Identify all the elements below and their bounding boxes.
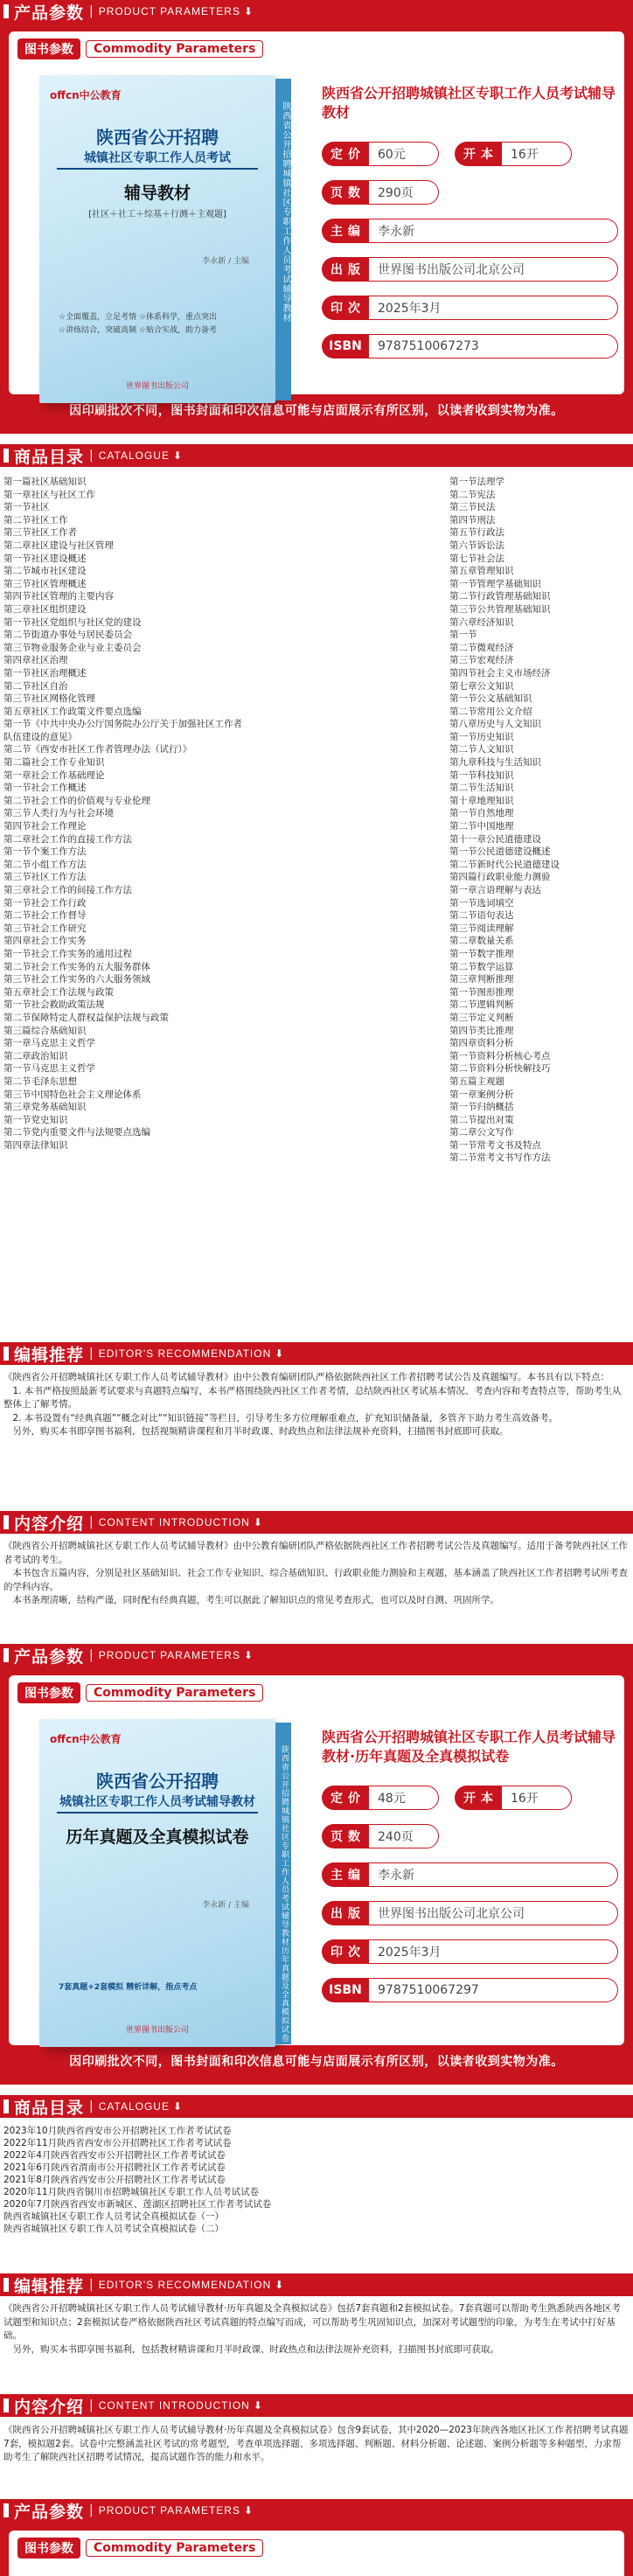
section-header-toc-2: 商品目录 | CATALOGUE ⬇ <box>0 2095 633 2118</box>
spine-text: 陕西省公开招聘城镇社区专职工作人员考试辅导教材历年真题及全真模拟试卷 <box>280 1745 289 2043</box>
params-block-2 <box>0 1667 633 2085</box>
cover-title-3: 辅导教材 <box>123 184 191 203</box>
toc-item: 第一节资料分析核心考点 <box>449 1050 551 1062</box>
toc-item: 第一节社会救助政策法规 <box>3 999 105 1011</box>
toc-item: 第二节行政管理基础知识 <box>449 591 551 602</box>
toc-item: 第一节党史知识 <box>3 1114 68 1125</box>
section-title-cn: 编辑推荐 <box>14 2276 85 2296</box>
intro-2-text: 《陕西省公开招聘城镇社区专职工作人员考试辅导教材·历年真题及全真模拟试卷》包含9套试卷，其中2020—2023年陕西各地区社区工作者招聘考试真题7套，模拟题2套。试卷中完整涵盖社区考试的常考题型，考查单项选择题、多项选择题、判断题、材料分析题、论述题、案例分析题等多种题型，力求帮助考生了解陕西社区招聘考试情况，提高试题作答的能力和水平。 <box>3 2425 629 2463</box>
toc-item: 第一篇社区基础知识 <box>3 477 87 487</box>
section-header-params-3: 产品参数 | PRODUCT PARAMETERS ⬇ <box>0 2499 633 2522</box>
toc-item: 第二节微观经济 <box>449 642 514 653</box>
section-title-cn: 产品参数 <box>14 2502 85 2522</box>
cover-publisher: 世界图书出版公司 <box>125 382 189 391</box>
toc-item: 第五篇主观题 <box>449 1076 504 1087</box>
toc-item: 第五章社区工作政策文件要点选编 <box>3 706 142 717</box>
toc-item: 第一节历史知识 <box>449 731 514 742</box>
param-list-2 <box>306 1710 618 2056</box>
section-title-cn: 产品参数 <box>14 3 85 23</box>
toc-item: 第二节中国地理 <box>449 821 514 832</box>
editor-value: 李永新 <box>369 219 618 243</box>
toc-item: 第三节社会工作实务的六大服务领域 <box>3 974 150 985</box>
toc-item: 第二节城市社区建设 <box>3 566 87 577</box>
toc-item: 第一章案例分析 <box>449 1089 514 1100</box>
book-cover-2: offcn中公教育 陕西省公开招聘 城镇社区专职工作人员考试辅导教材 历年真题及全真模拟试卷 李永新 / 主编 7套真题+2套模拟 精析详解，指点考点 世界图书出版公司 陕西省公开招聘城镇社区专职工作人员考试辅导教材历年真题及全真模拟试卷 <box>17 1710 306 2056</box>
commodity-params-tag: Commodity Parameters <box>86 2539 263 2557</box>
toc-item: 第二节社区工作 <box>3 514 68 526</box>
spine-text: 陕西省公开招聘城镇社区专职工作人员考试辅导教材 <box>281 101 290 323</box>
pages-label: 页数 <box>322 180 369 205</box>
params-block-3 <box>0 2522 633 2576</box>
toc-item: 第二节逻辑判断 <box>449 999 514 1011</box>
print-value: 2025年3月 <box>369 296 618 320</box>
section-header-params-1: 产品参数 | PRODUCT PARAMETERS ⬇ <box>0 0 633 23</box>
price-value: 60元 <box>369 142 439 166</box>
commodity-params-tag: Commodity Parameters <box>86 1684 263 1702</box>
format-value: 16开 <box>502 1786 572 1810</box>
toc-item: 第九章科技与生活知识 <box>449 757 541 769</box>
cover-subtitle: [社区＋社工＋综基＋行测＋主观题] <box>88 210 226 219</box>
toc-item: 2020年7月陕西省西安市新城区、莲湖区招聘社区工作者考试试卷 <box>3 2199 272 2210</box>
toc-item: 第三节人类行为与社会环境 <box>3 808 114 819</box>
toc-item: 第一节法理学 <box>449 477 504 487</box>
publisher-label: 出版 <box>322 1901 369 1925</box>
header-marker <box>3 4 9 18</box>
toc-1 <box>0 472 633 1338</box>
section-header-rec-1: 编辑推荐 | EDITOR'S RECOMMENDATION ⬇ <box>0 1342 633 1365</box>
toc-item: 第四篇行政职业能力测验 <box>449 872 551 883</box>
toc-item: 第三节宏观经济 <box>449 655 514 666</box>
arrow-down-icon: ⬇ <box>172 2100 184 2113</box>
cover-title-3: 历年真题及全真模拟试卷 <box>66 1828 249 1847</box>
toc-item: 第二节社会工作督导 <box>3 910 87 922</box>
toc-item: 第一节图形推理 <box>449 986 514 998</box>
print-notice: 因印刷批次不同，图书封面和印次信息可能与店面展示有所区别，以读者收到实物为准。 <box>69 404 564 418</box>
editor-label: 主编 <box>322 1862 369 1887</box>
param-tags <box>17 38 616 59</box>
intro-1-text: 《陕西省公开招聘城镇社区专职工作人员考试辅导教材》由中公教育编研团队严格依据陕西社区工作者招聘考试公告及真题编写。适用于备考陕西社区工作者考试的考生。 本书包含五篇内容，分别是社区基础知识、社会工作专业知识、综合基础知识、行政职业能力测验和主观题，基本涵盖了陕西社区工作者招聘考试所考查的学科内容。 本书条理清晰，结构严谨，同时配有经典真题，考生可以据此了解知识点的常见考查形式，也可以及时自测、巩固所学。 <box>3 1541 628 1606</box>
section-title-cn: 商品目录 <box>14 2098 85 2118</box>
book-params-tag: 图书参数 <box>17 2538 80 2559</box>
arrow-down-icon: ⬇ <box>275 1347 285 1360</box>
toc-item: 第五章管理知识 <box>449 566 514 577</box>
toc-item: 第一节公文基础知识 <box>449 693 532 705</box>
toc-item: 第三章社区组织建设 <box>3 603 87 615</box>
price-label: 定价 <box>322 1786 369 1810</box>
commodity-params-tag: Commodity Parameters <box>86 40 263 58</box>
toc-item: 第四章资料分析 <box>449 1038 514 1049</box>
book-params-tag: 图书参数 <box>17 1682 80 1703</box>
publisher-label: 出版 <box>322 257 369 282</box>
cover-editor: 李永新 / 主编 <box>202 1901 249 1910</box>
arrow-down-icon: ⬇ <box>243 5 254 17</box>
toc-item: 第一节社区党组织与社区党的建设 <box>3 616 142 628</box>
toc-item: 第三节公共管理基础知识 <box>449 603 551 615</box>
toc-item: 第二节常考文书写作方法 <box>449 1152 551 1164</box>
cover-publisher: 世界图书出版公司 <box>125 2026 189 2035</box>
toc-item: 第三节中国特色社会主义理论体系 <box>3 1089 142 1100</box>
cover-title-2: 城镇社区专职工作人员考试辅导教材 <box>59 1795 255 1809</box>
section-title-en: CONTENT INTRODUCTION <box>98 2399 250 2412</box>
toc-item: 第四章法律知识 <box>3 1139 68 1151</box>
toc-item: 第一节社会工作概述 <box>3 783 87 794</box>
arrow-down-icon: ⬇ <box>253 2399 263 2412</box>
book-title: 陕西省公开招聘城镇社区专职工作人员考试辅导教材 <box>322 85 616 121</box>
toc-item: 2022年4月陕西省西安市公开招聘社区工作者考试试卷 <box>3 2150 226 2161</box>
toc-right-column <box>449 476 616 1334</box>
toc-item: 第一节社区建设概述 <box>3 553 87 564</box>
toc-item: 第七节社会法 <box>449 553 504 564</box>
toc-item: 第一节 <box>449 630 477 641</box>
isbn-value: 9787510067297 <box>369 1978 618 2002</box>
price-value: 48元 <box>369 1786 439 1810</box>
book-params-tag: 图书参数 <box>17 38 80 59</box>
toc-item: 第一节自然地理 <box>449 808 514 819</box>
toc-item: 第三节社区工作方法 <box>3 872 87 883</box>
toc-item: 第一章社会工作基础理论 <box>3 769 105 781</box>
toc-item: 第三节社区工作者 <box>3 527 77 539</box>
toc-item: 第一节选词填空 <box>449 897 514 909</box>
toc-item: 第二节宪法 <box>449 489 496 500</box>
section-header-toc-1: 商品目录 | CATALOGUE ⬇ <box>0 444 633 467</box>
section-title-cn: 内容介绍 <box>14 1514 85 1534</box>
arrow-down-icon: ⬇ <box>253 1516 263 1528</box>
toc-item: 第二节社会工作的价值观与专业伦理 <box>3 795 150 806</box>
section-title-cn: 产品参数 <box>14 1647 85 1667</box>
toc-item: 第三节定义判断 <box>449 1012 514 1023</box>
toc-item: 第二节数学运算 <box>449 961 514 972</box>
toc-item: 第五章社会工作法规与政策 <box>3 986 114 998</box>
toc-item: 第三节社区管理概述 <box>3 578 87 589</box>
toc-item: 第四节刑法 <box>449 514 496 526</box>
pages-value: 290页 <box>369 180 439 205</box>
isbn-value: 9787510067273 <box>369 334 618 359</box>
toc-item: 第二节语句表达 <box>449 910 514 922</box>
arrow-down-icon: ⬇ <box>243 1649 254 1661</box>
toc-item: 第三章社会工作的间接工作方法 <box>3 885 132 895</box>
toc-item: 第二章公文写作 <box>449 1127 514 1138</box>
toc-item: 队伍建设的意见》 <box>3 731 77 742</box>
print-value: 2025年3月 <box>369 1939 618 1964</box>
toc-item: 第一章马克思主义哲学 <box>3 1038 95 1049</box>
cover-editor: 李永新 / 主编 <box>202 257 249 266</box>
toc-item: 第一节社区治理概述 <box>3 667 87 679</box>
toc-item: 第七章公文知识 <box>449 680 514 692</box>
publisher-value: 世界图书出版公司北京公司 <box>369 257 618 282</box>
format-label: 开本 <box>455 142 502 166</box>
toc-item: 第六章经济知识 <box>449 616 514 628</box>
print-label: 印次 <box>322 296 369 320</box>
toc-item: 第二节保障特定人群权益保护法规与政策 <box>3 1012 169 1023</box>
toc-item: 第二节《西安市社区工作者管理办法（试行）》 <box>3 744 192 755</box>
toc-item: 第二章数量关系 <box>449 936 514 947</box>
toc-item: 第二节资料分析快解技巧 <box>449 1063 551 1075</box>
toc-2 <box>0 2121 633 2238</box>
toc-item: 第二章社会工作的直接工作方法 <box>3 833 132 845</box>
toc-item: 第四章社会工作实务 <box>3 936 87 947</box>
toc-item: 第二节新时代公民道德建设 <box>449 859 560 870</box>
print-notice: 因印刷批次不同，图书封面和印次信息可能与店面展示有所区别，以读者收到实物为准。 <box>69 2055 564 2069</box>
section-title-en: CATALOGUE <box>98 2100 170 2113</box>
cover-title-2: 城镇社区专职工作人员考试 <box>84 151 231 165</box>
section-title-en: PRODUCT PARAMETERS <box>98 2504 240 2517</box>
section-title-en: PRODUCT PARAMETERS <box>98 1649 240 1661</box>
toc-item: 第二章政治知识 <box>3 1050 68 1062</box>
isbn-label: ISBN <box>322 1978 369 2002</box>
toc-item: 第一章言语理解与表达 <box>449 885 541 895</box>
toc-item: 第四节社会工作理论 <box>3 821 87 832</box>
rec-2-text: 《陕西省公开招聘城镇社区专职工作人员考试辅导教材·历年真题及全真模拟试卷》包括7套真题和2套模拟试卷。7套真题可以帮助考生熟悉陕西各地区考试题型和知识点；2套模拟试卷严格依据陕西社区考试真题的特点编写而成，可以帮助考生巩固知识点，加深对考试题型的印象，为考生在考试中打好基础。 另外，购买本书即享图书福利，包括教材精讲课和月半时政课、时政热点和法律法规补充资料，扫描图书封底即可获取。 <box>3 2303 621 2355</box>
toc-item: 第二节小组工作方法 <box>3 859 87 870</box>
toc-item: 第三节阅读理解 <box>449 922 514 934</box>
arrow-down-icon: ⬇ <box>243 2504 254 2517</box>
cover-front <box>39 75 275 403</box>
toc-item: 2021年6月陕西省渭南市公开招聘社区工作者考试试卷 <box>3 2162 226 2173</box>
toc-item: 第一节社会工作实务的通用过程 <box>3 948 132 959</box>
section-title-cn: 内容介绍 <box>14 2397 85 2417</box>
params-block-1 <box>0 23 633 434</box>
toc-item: 第二节生活知识 <box>449 783 514 794</box>
toc-item: 第一节《中共中央办公厅国务院办公厅关于加强社区工作者 <box>3 719 242 730</box>
section-title-en: EDITOR'S RECOMMENDATION <box>98 2279 272 2291</box>
toc-item: 第二节党内重要文件与法规要点选编 <box>3 1127 150 1138</box>
toc-item: 2020年11月陕西省铜川市招聘城镇社区专职工作人员考试试卷 <box>3 2187 260 2197</box>
toc-item: 第四节社区管理的主要内容 <box>3 591 114 602</box>
arrow-down-icon: ⬇ <box>275 2279 285 2291</box>
toc-item: 第一节管理学基础知识 <box>449 578 541 589</box>
toc-item: 第一节马克思主义哲学 <box>3 1063 95 1075</box>
section-header-intro-2: 内容介绍 | CONTENT INTRODUCTION ⬇ <box>0 2394 633 2417</box>
section-title-cn: 编辑推荐 <box>14 1345 85 1365</box>
section-header-rec-2: 编辑推荐 | EDITOR'S RECOMMENDATION ⬇ <box>0 2273 633 2296</box>
toc-item: 第三章判断推理 <box>449 974 514 985</box>
param-list-1 <box>306 66 618 412</box>
section-title-en: EDITOR'S RECOMMENDATION <box>98 1347 272 1360</box>
toc-item: 第二篇社会工作专业知识 <box>3 757 105 769</box>
toc-item: 第四章社区治理 <box>3 655 68 666</box>
toc-item: 2023年10月陕西省西安市公开招聘社区工作者考试试卷 <box>3 2126 232 2136</box>
isbn-label: ISBN <box>322 334 369 359</box>
print-label: 印次 <box>322 1939 369 1964</box>
toc-item: 第二节提出对策 <box>449 1114 514 1125</box>
toc-item: 第三篇综合基础知识 <box>3 1025 87 1036</box>
toc-item: 陕西省城镇社区专职工作人员考试全真模拟试卷（二） <box>3 2224 224 2234</box>
toc-left-column <box>3 476 467 1334</box>
toc-item: 第三节物业服务企业与业主委员会 <box>3 642 142 653</box>
toc-item: 第五节行政法 <box>449 527 504 539</box>
toc-item: 第一节数字推理 <box>449 948 514 959</box>
toc-item: 第一节社区 <box>3 502 50 513</box>
toc-item: 第十一章公民道德建设 <box>449 833 541 845</box>
toc-item: 第三节社会工作研究 <box>3 922 87 934</box>
toc-item: 第一章社区与社区工作 <box>3 489 95 500</box>
cover-title-1: 陕西省公开招聘 <box>96 127 219 148</box>
rec-1-text: 《陕西省公开招聘城镇社区专职工作人员考试辅导教材》由中公教育编研团队严格依据陕西社区工作者招聘考试公告及真题编写。本书具有以下特点： 1. 本书严格按照最新考试要求与真题特点编写，本书严格围绕陕西社区工作者考情，总结陕西社区考试基本情况、考查内容和考查特点等，帮助考生从整体上了解考情。 2. 本书设置有“经典真题”“概念对比”“知识链接”等栏目，引导考生多方位理解重难点，扩充知识储备量，多管齐下助力考生高效备考。 另外，购买本书即享图书福利，包括视频精讲课程和月半时政课、时政热点和法律法规补充资料，扫描图书封底即可获取。 <box>3 1372 622 1438</box>
section-header-intro-1: 内容介绍 | CONTENT INTRODUCTION ⬇ <box>0 1511 633 1534</box>
toc-item: 第一节公民道德建设概述 <box>449 846 551 858</box>
section-title-cn: 商品目录 <box>14 447 85 467</box>
editor-label: 主编 <box>322 219 369 243</box>
toc-item: 第一节常考文书及特点 <box>449 1139 541 1151</box>
toc-item: 陕西省城镇社区专职工作人员考试全真模拟试卷（一） <box>3 2211 224 2222</box>
book-cover-1 <box>17 66 306 412</box>
toc-item: 第二节社会工作实务的五大服务群体 <box>3 961 150 972</box>
price-label: 定价 <box>322 142 369 166</box>
editor-value: 李永新 <box>369 1862 618 1887</box>
section-title-en: PRODUCT PARAMETERS <box>98 5 240 17</box>
toc-item: 第二节毛泽东思想 <box>3 1076 77 1087</box>
brand-logo: offcn中公教育 <box>50 89 122 101</box>
pages-value: 240页 <box>369 1824 439 1848</box>
toc-item: 第二章社区建设与社区管理 <box>3 540 114 551</box>
toc-item: 第四节社会主义市场经济 <box>449 667 551 679</box>
toc-item: 第二节街道办事处与居民委员会 <box>3 630 132 641</box>
toc-item: 第十章地理知识 <box>449 795 514 806</box>
toc-item: 第一节科技知识 <box>449 769 514 781</box>
arrow-down-icon: ⬇ <box>172 449 184 462</box>
toc-item: 第三节民法 <box>449 502 496 513</box>
section-header-params-2: 产品参数 | PRODUCT PARAMETERS ⬇ <box>0 1644 633 1667</box>
brand-logo: offcn中公教育 <box>50 1733 122 1745</box>
toc-item: 2022年11月陕西省西安市公开招聘社区工作者考试试卷 <box>3 2138 232 2148</box>
toc-item: 第六节诉讼法 <box>449 540 504 551</box>
cover-features: ☆全面覆盖，立足考情 ☆体系科学，重点突出 ☆讲练结合，突破高频 ☆贴合实战，助力备考 <box>59 313 217 335</box>
pages-label: 页数 <box>322 1824 369 1848</box>
format-value: 16开 <box>502 142 572 166</box>
toc-item: 第一节社会工作行政 <box>3 897 87 909</box>
toc-item: 第二节人文知识 <box>449 744 514 755</box>
toc-item: 第一节个案工作方法 <box>3 846 87 858</box>
toc-item: 第八章历史与人文知识 <box>449 719 541 730</box>
toc-item: 第一节归纳概括 <box>449 1102 514 1113</box>
publisher-value: 世界图书出版公司北京公司 <box>369 1901 618 1925</box>
section-title-en: CATALOGUE <box>98 449 170 462</box>
format-label: 开本 <box>455 1786 502 1810</box>
toc-item: 第二节常用公文介绍 <box>449 706 532 717</box>
toc-item: 第四节类比推理 <box>449 1025 514 1036</box>
book-title: 陕西省公开招聘城镇社区专职工作人员考试辅导教材·历年真题及全真模拟试卷 <box>322 1729 616 1765</box>
cover-title-1: 陕西省公开招聘 <box>96 1771 219 1792</box>
toc-item: 第三节社区网格化管理 <box>3 693 95 705</box>
toc-item: 第三章党务基础知识 <box>3 1102 87 1113</box>
toc-item: 第二节社区自治 <box>3 680 68 692</box>
toc-item: 2021年8月陕西省西安市公开招聘社区工作者考试试卷 <box>3 2175 226 2185</box>
section-title-en: CONTENT INTRODUCTION <box>98 1516 250 1528</box>
